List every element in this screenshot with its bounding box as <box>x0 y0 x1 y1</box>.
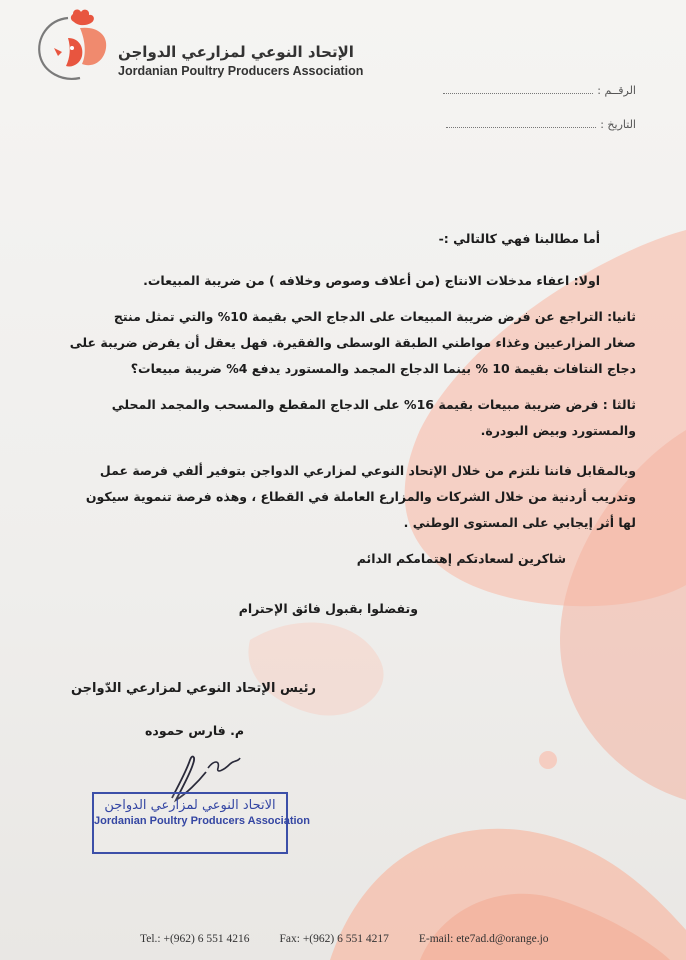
demand-item-1-text: اولا: اعفاء مدخلات الانتاج (من أعلاف وصوص وخلافه ) من ضريبة المبيعات. <box>143 273 600 288</box>
footer-telephone: Tel.: +(962) 6 551 4216 <box>140 933 250 945</box>
commitment-line-1: وبالمقابل فاننا نلتزم من خلال الإتحاد النوعي لمزارعي الدواجن بتوفير ألفي فرصة عمل <box>99 463 636 478</box>
org-name-arabic: الإتحاد النوعي لمزارعي الدواجن <box>118 43 354 61</box>
demands-intro: أما مطالبنا فهي كالتالي :- <box>438 231 600 246</box>
signatory-title-line <box>16 676 316 702</box>
signatory-name: م. فارس حموده <box>145 723 244 738</box>
demand-item-2-line-1: ثانيا: التراجع عن فرض ضريبة المبيعات على الدجاج الحي بقيمة 10% والتي تمثل منتج <box>113 309 636 324</box>
reference-date-dots <box>446 126 596 128</box>
organization-stamp <box>92 792 310 854</box>
closing-line <box>58 596 418 622</box>
contact-footer <box>140 933 580 945</box>
stamp-text-arabic: الاتحاد النوعي لمزارعي الدواجن <box>104 798 276 813</box>
jppa-logo-icon <box>28 8 112 84</box>
org-name-english: Jordanian Poultry Producers Association <box>118 64 364 78</box>
demand-item-1 <box>60 268 600 294</box>
thanks-line <box>106 546 566 572</box>
reference-number-line <box>443 84 636 97</box>
reference-date-line <box>446 118 636 131</box>
reference-number-dots <box>443 92 593 94</box>
reference-number-label: الرقــم : <box>597 84 636 97</box>
demand-item-2-line-2: صغار المزارعيين وغذاء مواطني الطبقة الوسطى والفقيرة. فهل يعقل أن يفرض ضريبة على <box>69 335 636 350</box>
demand-item-3 <box>46 392 636 444</box>
letter-body <box>60 226 600 252</box>
demand-item-2 <box>46 304 636 382</box>
demand-item-3-line-1: ثالثا : فرض ضريبة مبيعات بقيمة 16% على الدجاج المقطع والمسحب والمجمد المحلي <box>111 397 636 412</box>
closing-text: وتفضلوا بقبول فائق الإحترام <box>238 601 418 616</box>
signatory-title: رئيس الإتحاد النوعي لمزارعي الدّواجن <box>70 681 316 696</box>
footer-fax: Fax: +(962) 6 551 4217 <box>279 933 389 945</box>
reference-date-label: التاريخ : <box>600 118 636 131</box>
demand-item-3-line-2: والمستورد وبيض البودرة. <box>480 423 636 438</box>
footer-email: E-mail: ete7ad.d@orange.jo <box>418 933 549 945</box>
commitment-paragraph <box>46 458 636 536</box>
demand-item-2-line-3: دجاج النتافات بقيمة 10 % بينما الدجاج المجمد والمستورد يدفع 4% ضريبة مبيعات؟ <box>130 361 636 376</box>
thanks-text: شاكرين لسعادتكم إهتمامكم الدائم <box>356 551 566 566</box>
commitment-line-3: لها أثر إيجابي على المستوى الوطني . <box>403 515 636 530</box>
commitment-line-2: وتدريب أردنية من خلال الشركات والمزارع العاملة في القطاع ، وهذه فرصة تنموية سيكون <box>85 489 636 504</box>
stamp-text-english: Jordanian Poultry Producers Association <box>94 815 310 827</box>
